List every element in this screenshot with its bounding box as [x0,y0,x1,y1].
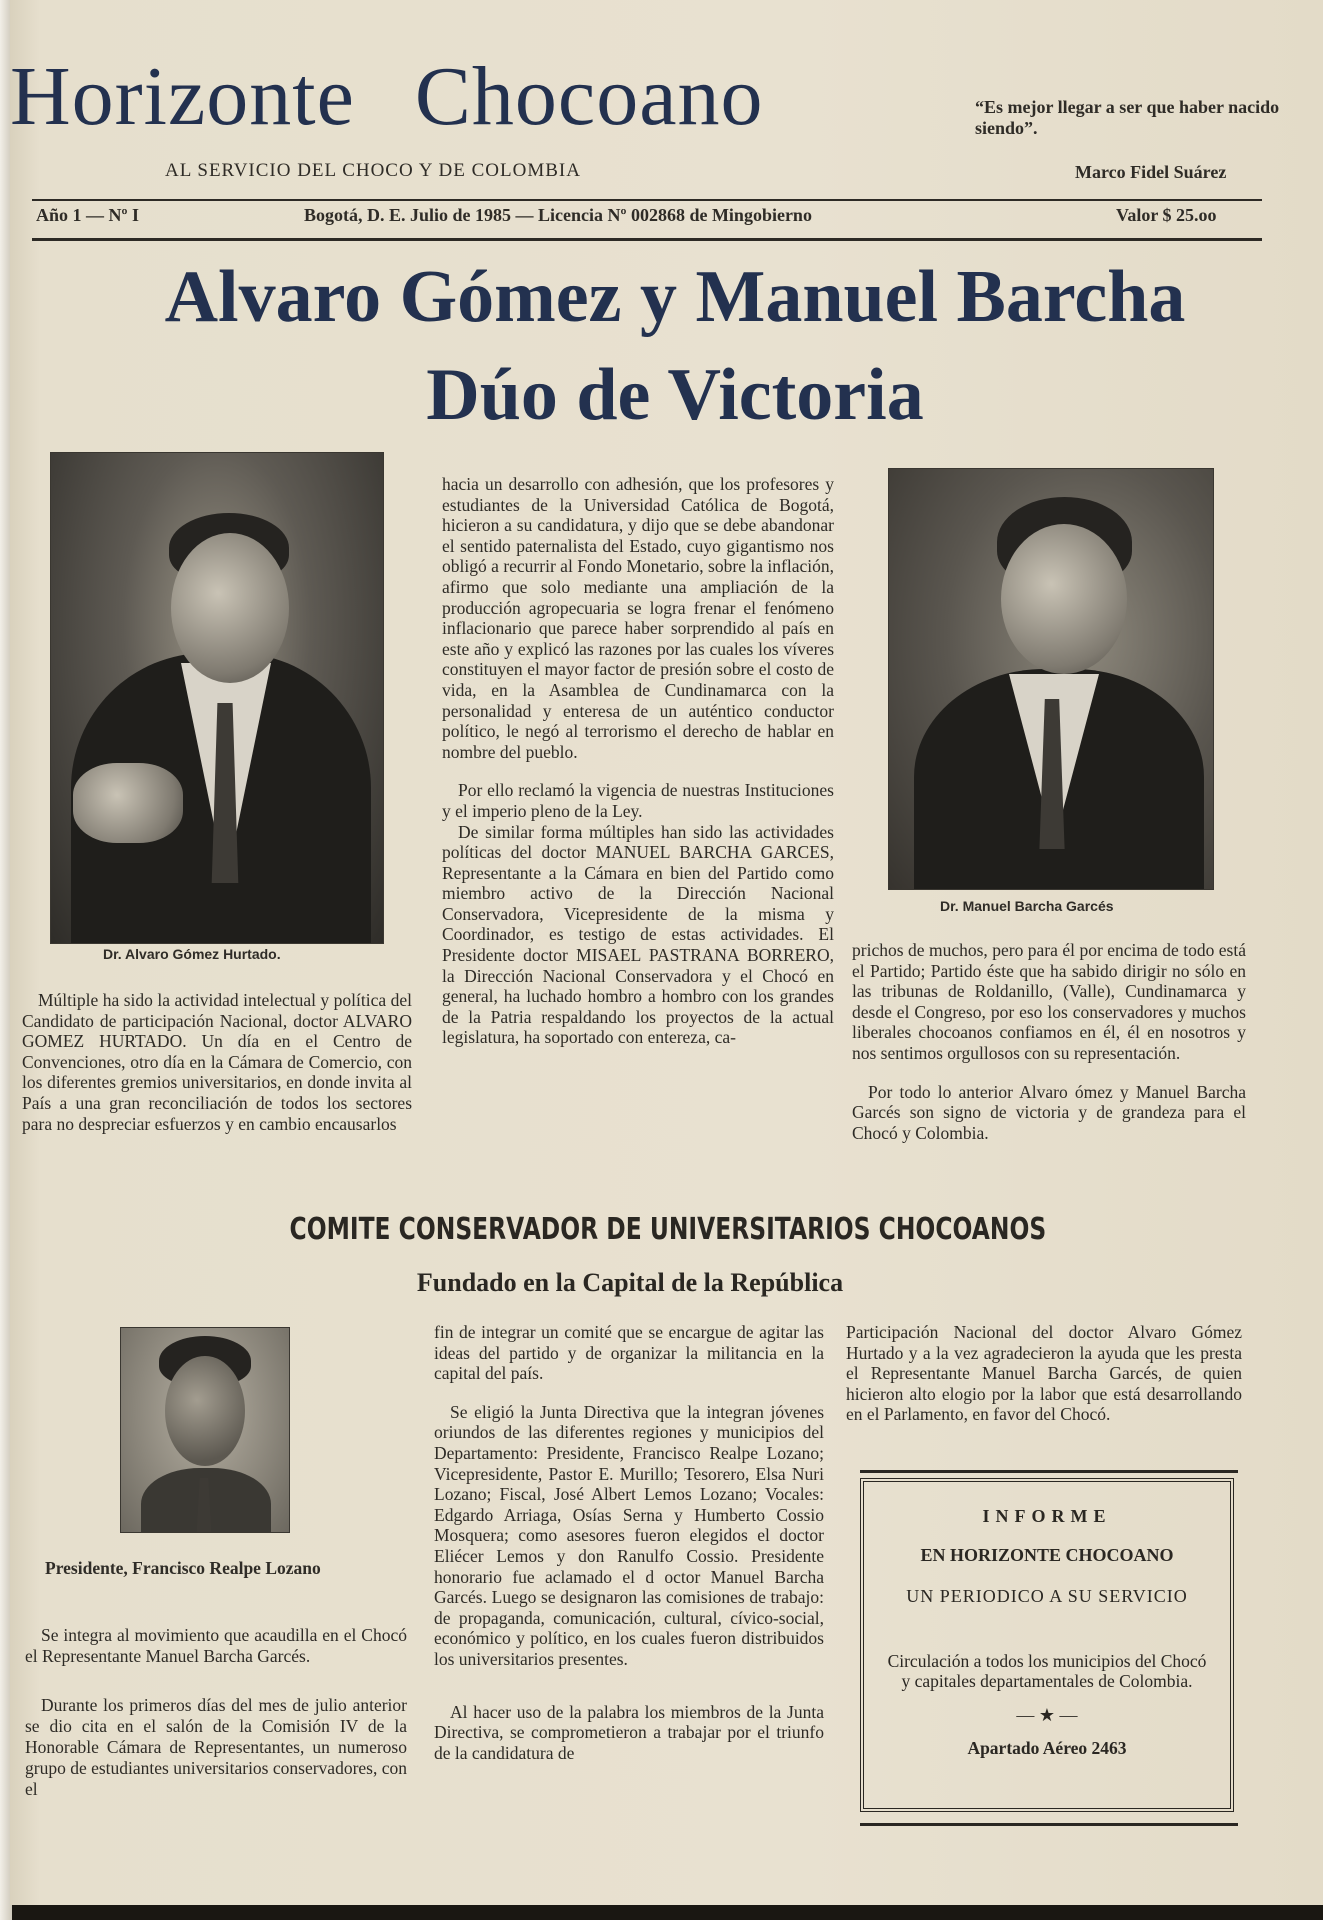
section2-column-3 [846,1322,1242,1425]
infobox-line-3: UN PERIODICO A SU SERVICIO [906,1586,1188,1606]
infobox-heading: INFORME [982,1506,1112,1526]
article1-col2-paragraph-1: hacia un desarrollo con adhesión, que los profesores y estudiantes de la Universidad Católica de Bogotá, hicieron a su candidatura, y dijo que se debe abandonar el sentido paternalista del Estado, cuyo gigantismo nos obligó a recurrir al Fondo Monetario, sobre la inflación, afirmo que solo mediante una ampliación de la producción agropecuaria se logra frenar el fenómeno inflacionario que parece haber sorprendido al país en este año y explicó las razones por las cuales los víveres constituyen el mayor factor de presión sobre el costo de vida, en la Asamblea de Cundinamarca con la personalidad y enteresa de un auténtico conductor político, le negó al terrorismo el derecho de hablar en nombre del pueblo. [442,474,834,762]
section2-col2-paragraph-1: fin de integrar un comité que se encargue de agitar las ideas del partido y de organizar la militancia en la capital del país. [434,1322,824,1384]
photo-manuel-barcha [888,468,1214,890]
section2-title: COMITE CONSERVADOR DE UNIVERSITARIOS CHOCOANOS [289,1212,1047,1247]
section2-col1-paragraph-1: Se integra al movimiento que acaudilla en el Chocó el Representante Manuel Barcha Garcés. [25,1625,407,1666]
infobox-circulation: Circulación a todos los municipios del Chocó y capitales departamentales de Colombia. [887,1651,1207,1691]
date-license: Bogotá, D. E. Julio de 1985 — Licencia Nº 002868 de Mingobierno [304,205,812,225]
masthead-title [10,48,763,145]
issue-number: Año 1 — Nº I [36,205,139,225]
section2-col3-paragraph-1: Participación Nacional del doctor Alvaro Gómez Hurtado y a la vez agradecieron la ayuda que les presta el Representante Manuel Barcha Garcés, de quien hicieron alto elogio por la labor que está desarrollando en el Parlamento, en favor del Chocó. [846,1322,1242,1425]
caption-barcha: Dr. Manuel Barcha Garcés [940,898,1114,914]
section2-col2-paragraph-3: Al hacer uso de la palabra los miembros de la Junta Directiva, se comprometieron a trabajar por el triunfo de la candidatura de [434,1701,824,1763]
article1-column-3 [852,940,1246,1143]
headline-line-1: Alvaro Gómez y Manuel Barcha [164,256,1186,338]
masthead-word-1: Horizonte [10,50,355,143]
masthead-subtitle: AL SERVICIO DEL CHOCO Y DE COLOMBIA [165,160,581,181]
section2-column-2 [434,1322,824,1763]
section2-column-1 [25,1625,407,1800]
caption-realpe: Presidente, Francisco Realpe Lozano [45,1558,321,1578]
article1-col3-paragraph-2: Por todo lo anterior Alvaro ómez y Manuel Barcha Garcés son signo de victoria y de grandeza para el Chocó y Colombia. [852,1081,1246,1143]
price: Valor $ 25.oo [1116,205,1217,225]
article1-column-1 [22,990,412,1134]
masthead-quote: “Es mejor llegar a ser que haber nacido siendo”. [975,97,1280,138]
rule-bottom [32,238,1262,241]
photo-francisco-realpe [120,1327,290,1533]
article1-col1-paragraph: Múltiple ha sido la actividad intelectual y política del Candidato de participación Nacional, doctor ALVARO GOMEZ HURTADO. Un día en el Centro de Convenciones, otro día en la Cámara de Comercio, con los diferentes gremios universitarios, en donde invita al País a una gran reconciliación de todos los sectores para no despreciar esfuerzos y en cambio encausarlos [22,990,412,1134]
section2-col2-paragraph-2: Se eligió la Junta Directiva que la integran jóvenes oriundos de las diferentes regiones y municipios del Departamento: Presidente, Francisco Realpe Lozano; Vicepresidente, Pastor E. Murillo; Tesorero, Elsa Nuri Lozano; Fiscal, José Albert Lemos Lozano; Vocales: Edgardo Arriaga, Osías Serna y Humberto Cossio Mosquera; como asesores fueron elegidos el doctor Eliécer Lemos y don Ranulfo Cossio. Presidente honorario fue aclamado el d octor Manuel Barcha Garcés. Luego se designaron las comisiones de trabajo: de propaganda, comunicación, cultural, cívico-social, económico y político, en los cuales fueron distribuidos los universitarios presentes. [434,1401,824,1669]
photo-alvaro-gomez [50,452,384,944]
infobox-line-2: EN HORIZONTE CHOCOANO [920,1545,1174,1565]
infobox-address: Apartado Aéreo 2463 [967,1738,1127,1758]
newspaper-page [10,0,1323,1905]
quote-author: Marco Fidel Suárez [1075,162,1227,182]
article1-col2-paragraph-3: De similar forma múltiples han sido las actividades políticas del doctor MANUEL BARCHA GARCES, Representante a la Cámara en bien del Partido como miembro activo de la Dirección Nacional Conservadora, Vicepresidente de la misma y Coordinador, es testigo de estas actividades. El Presidente doctor MISAEL PASTRANA BORRERO, la Dirección Nacional Conservadora y el Chocó en general, ha luchado hombro a hombro con los grandes de la Patria respaldando los proyectos de la actual legislatura, ha soportado con entereza, ca- [442,821,834,1048]
headline-line-2: Dúo de Victoria [426,354,924,436]
section2-col1-paragraph-2: Durante los primeros días del mes de julio anterior se dio cita en el salón de la Comisión IV de la Honorable Cámara de Representantes, un numeroso grupo de estudiantes universitarios conservadores, con el [25,1695,407,1799]
article1-col3-paragraph-1: prichos de muchos, pero para él por encima de todo está el Partido; Partido éste que ha sabido dirigir no sólo en las tribunas de Roldanillo, (Valle), Cundinamarca y desde el Congreso, por eso los conservadores y muchos liberales chocoanos confiamos en él, él en nosotros y nos sentimos orgullosos con su representación. [852,940,1246,1063]
article1-column-2 [442,474,834,1048]
rule-top [32,199,1262,201]
masthead-word-2: Chocoano [414,50,764,143]
infobox [860,1478,1234,1812]
section2-subtitle: Fundado en la Capital de la República [416,1268,844,1297]
star-ornament-icon: — ★ — [1016,1705,1078,1725]
caption-gomez: Dr. Alvaro Gómez Hurtado. [103,946,281,962]
article1-col2-paragraph-2: Por ello reclamó la vigencia de nuestras Instituciones y el imperio pleno de la Ley. [442,780,834,821]
